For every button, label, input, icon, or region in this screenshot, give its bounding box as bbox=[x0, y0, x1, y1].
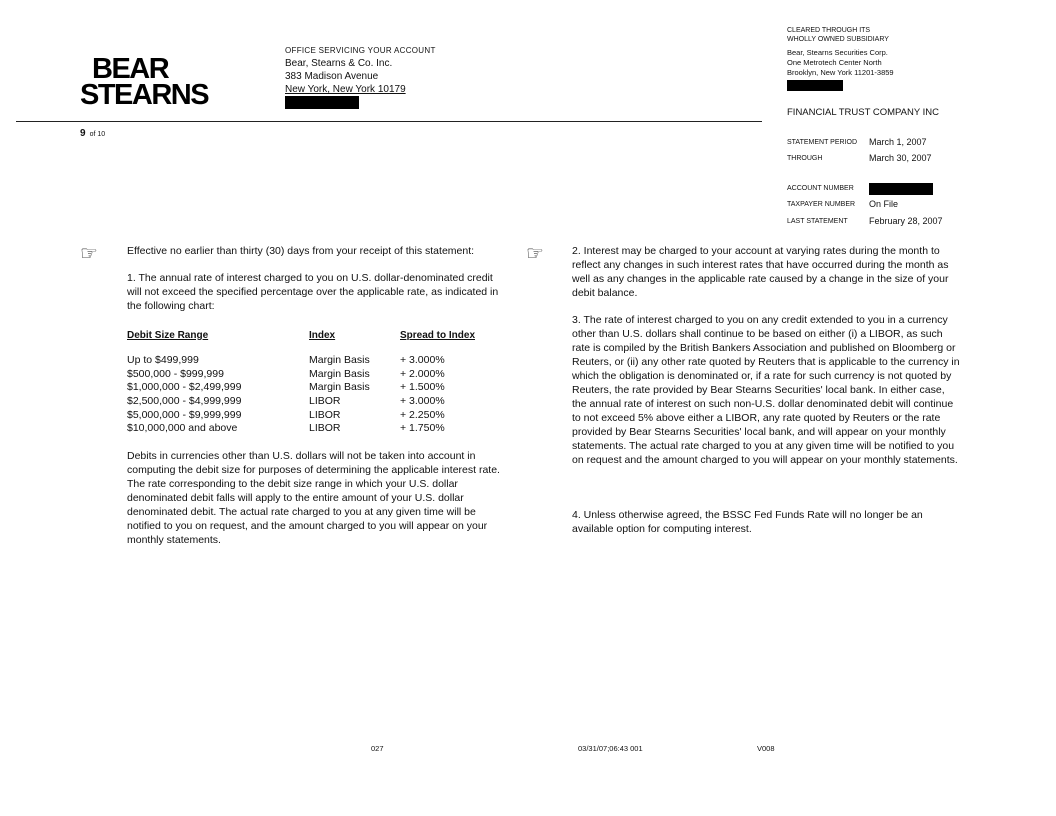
office-caption: OFFICE SERVICING YOUR ACCOUNT bbox=[285, 46, 436, 55]
intro-text: Effective no earlier than thirty (30) days from your receipt of this statement: bbox=[127, 245, 475, 257]
cell-spread: + 1.750% bbox=[400, 422, 445, 435]
cell-spread: + 2.250% bbox=[400, 408, 445, 421]
cell-range: Up to $499,999 bbox=[127, 354, 199, 366]
statement-period-label: STATEMENT PERIOD bbox=[787, 139, 858, 146]
table-row bbox=[127, 422, 475, 436]
cell-spread: + 3.000% bbox=[400, 354, 445, 366]
cell-index: LIBOR bbox=[309, 408, 341, 421]
table-row bbox=[127, 368, 475, 382]
logo-line-2: STEARNS bbox=[80, 79, 209, 111]
paragraph-2: 2. Interest may be charged to your account at varying rates during the month to reflect any changes in such interest rates that have occurred during the month as well as any changes in the applicable rate caused by a change in the size of your debit balance. bbox=[572, 245, 949, 299]
last-statement-label: LAST STATEMENT bbox=[787, 218, 848, 225]
header-index: Index bbox=[309, 329, 336, 341]
office-line-1: Bear, Stearns & Co. Inc. bbox=[285, 58, 393, 69]
table-row bbox=[127, 354, 475, 368]
cell-spread: + 3.000% bbox=[400, 395, 445, 408]
office-address-block bbox=[285, 44, 436, 112]
cell-index: Margin Basis bbox=[309, 381, 370, 394]
clearing-block bbox=[787, 26, 1037, 118]
cell-range: $2,500,000 - $4,999,999 bbox=[127, 395, 242, 408]
table-row bbox=[127, 395, 475, 409]
account-number-redacted bbox=[869, 183, 933, 195]
account-number-label: ACCOUNT NUMBER bbox=[787, 185, 854, 192]
cell-index: Margin Basis bbox=[309, 367, 370, 380]
footer-version: V008 bbox=[757, 744, 775, 753]
redacted-box bbox=[285, 96, 359, 109]
through-label: THROUGH bbox=[787, 155, 823, 162]
clearing-addr-3: Brooklyn, New York 11201-3859 bbox=[787, 68, 894, 77]
page-number-total: of 10 bbox=[89, 131, 106, 138]
paragraph-4: 4. Unless otherwise agreed, the BSSC Fed Funds Rate will no longer be an available option for computing interest. bbox=[572, 509, 923, 535]
clearing-caption-1: CLEARED THROUGH ITS bbox=[787, 27, 871, 34]
rates-table-header bbox=[127, 328, 475, 342]
paragraph-1: 1. The annual rate of interest charged to you on U.S. dollar-denominated credit will not exceed the specified percentage over the applicable rate, as indicated in the following chart: bbox=[127, 272, 499, 312]
page-number bbox=[80, 128, 105, 139]
cell-spread: + 2.000% bbox=[400, 367, 445, 380]
table-row bbox=[127, 381, 475, 395]
clearing-addr-1: Bear, Stearns Securities Corp. bbox=[787, 48, 888, 57]
bear-stearns-logo bbox=[80, 53, 209, 111]
clearing-addr-2: One Metrotech Center North bbox=[787, 58, 882, 67]
cell-index: Margin Basis bbox=[309, 354, 370, 366]
firm-name: FINANCIAL TRUST COMPANY INC bbox=[787, 107, 940, 118]
rates-table bbox=[127, 328, 475, 436]
redacted-box bbox=[787, 80, 843, 91]
paragraph-debits: Debits in currencies other than U.S. dollars will not be taken into account in computing the debit size for purposes of determining the applicable interest rate. The rate corresponding to the debit size range in which your U.S. dollar denominated debit falls will apply to the entire amount of your U.S. dollar denominated debit. The actual rate charged to you at any given time will be notified to you on request, and the amount charged to you will appear on your monthly statements. bbox=[127, 450, 500, 546]
office-line-2: 383 Madison Avenue bbox=[285, 71, 379, 82]
header-divider bbox=[16, 121, 762, 122]
logo-line-1: BEAR bbox=[92, 53, 169, 85]
page-number-current: 9 bbox=[80, 128, 86, 139]
cell-range: $1,000,000 - $2,499,999 bbox=[127, 381, 242, 394]
table-row bbox=[127, 409, 475, 423]
taxpayer-value: On File bbox=[869, 199, 899, 209]
cell-spread: + 1.500% bbox=[400, 381, 445, 394]
through-value: March 30, 2007 bbox=[869, 153, 932, 163]
header-spread: Spread to Index bbox=[400, 329, 476, 341]
footer-code: 027 bbox=[371, 744, 384, 753]
cell-index: LIBOR bbox=[309, 395, 341, 408]
cell-range: $500,000 - $999,999 bbox=[127, 367, 224, 380]
cell-range: $10,000,000 and above bbox=[127, 422, 238, 435]
clearing-caption-2: WHOLLY OWNED SUBSIDIARY bbox=[787, 36, 889, 43]
pointing-hand-icon: ☞ bbox=[80, 243, 98, 265]
statement-period-value: March 1, 2007 bbox=[869, 137, 927, 147]
paragraph-3: 3. The rate of interest charged to you on any credit extended to you in a currency other than U.S. dollars shall continue to be based on either (i) a LIBOR, as such rate is compiled by the British Bankers Association and published on Bloomberg or Reuters, or (ii) any other rate quoted by Reuters that is applicable to the currency in which the obligation is denominated or, if a rate for such currency is not quoted by Reuters, the rate provided by Bear Stearns Securities' local bank. In either case, the annual rate of interest on such non-U.S. dollar denominated debit will continue to not exceed 5% above either a LIBOR, any rate quoted by Reuters or the rate provided by Bear Stearns Securities' local bank, and will appear on your monthly statements. The actual rate charged to you at any given time will be notified to you on request and the amount charged to you will appear on your monthly statements. bbox=[572, 314, 960, 466]
last-statement-value: February 28, 2007 bbox=[869, 216, 943, 226]
header-debit-size: Debit Size Range bbox=[127, 329, 209, 341]
cell-range: $5,000,000 - $9,999,999 bbox=[127, 408, 242, 421]
pointing-hand-icon: ☞ bbox=[526, 243, 544, 265]
cell-index: LIBOR bbox=[309, 422, 341, 435]
office-line-3: New York, New York 10179 bbox=[285, 84, 406, 95]
taxpayer-label: TAXPAYER NUMBER bbox=[787, 201, 856, 208]
footer-timestamp: 03/31/07;06:43 001 bbox=[578, 744, 643, 753]
